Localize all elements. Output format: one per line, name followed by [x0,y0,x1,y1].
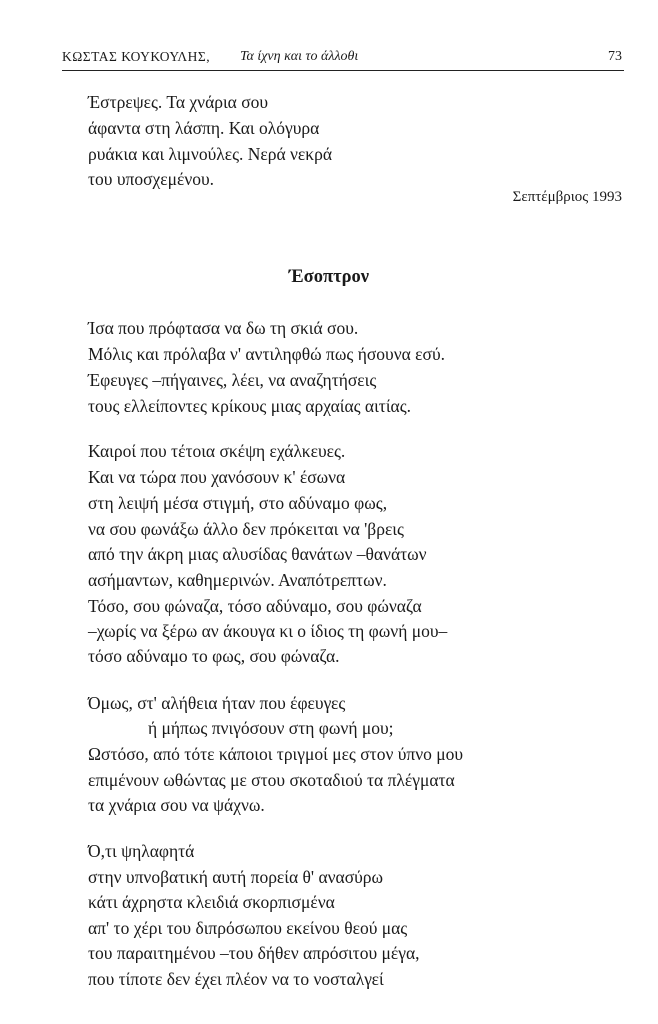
poem-line: Τόσο, σου φώναζα, τόσο αδύναμο, σου φώναζα [88,596,422,616]
poem-line: τους ελλείποντες κρίκους μιας αρχαίας αιτίας. [88,396,412,416]
poem-line: κάτι άχρηστα κλειδιά σκορπισμένα [88,892,335,912]
poem-line: Καιροί που τέτοια σκέψη εχάλκευες. [88,441,346,461]
poem-line: Και να τώρα που χανόσουν κ' έσωνα [88,467,346,487]
poem-line: του υποσχεμένου. [88,169,215,189]
poem-title: Έσοπτρον [288,267,370,287]
poem-line: που τίποτε δεν έχει πλέον να το νοσταλγεί [88,969,384,989]
poem-line: απ' το χέρι του διπρόσωπου εκείνου θεού μας [88,918,408,938]
poem-line: Όμως, στ' αλήθεια ήταν που έφευγες [88,693,346,713]
poem-line: του παραιτημένου –του δήθεν απρόσιτου μέγα, [88,943,420,963]
page-number: 73 [608,49,622,64]
poem-line: τα χνάρια σου να ψάχνω. [88,795,265,815]
poem-line-indented: ή μήπως πνιγόσουν στη φωνή μου; [148,718,394,738]
poem-line: –χωρίς να ξέρω αν άκουγα κι ο ίδιος τη φωνή μου– [88,621,448,641]
header-author: ΚΩΣΤΑΣ ΚΟΥΚΟΥΛΗΣ, [62,49,211,64]
poem-date: Σεπτέμβριος 1993 [512,189,622,205]
poem-line: στην υπνοβατική αυτή πορεία θ' ανασύρω [88,867,384,887]
poem-line: Έφευγες –πήγαινες, λέει, να αναζητήσεις [88,370,377,390]
running-header [62,49,622,71]
poem-line: άφαντα στη λάσπη. Και ολόγυρα [88,118,320,138]
poem-line: ασήμαντων, καθημερινών. Αναπότρεπτων. [88,570,387,590]
poem-line: ρυάκια και λιμνούλες. Νερά νεκρά [88,144,333,164]
poem-line: Ό,τι ψηλαφητά [88,841,195,861]
poem-line: Ωστόσο, από τότε κάποιοι τριγμοί μες στον ύπνο μου [88,744,464,764]
poem-line: να σου φωνάξω άλλο δεν πρόκειται να 'βρεις [88,519,404,539]
header-book-title: Τα ίχνη και το άλλοθι [240,49,359,64]
poem-line: Ίσα που πρόφτασα να δω τη σκιά σου. [88,318,359,338]
poem-line: τόσο αδύναμο το φως, σου φώναζα. [88,646,340,666]
poem-line: Μόλις και πρόλαβα ν' αντιληφθώ πως ήσουνα εσύ. [88,344,445,364]
header-rule [62,70,624,71]
poem-line: από την άκρη μιας αλυσίδας θανάτων –θανάτων [88,544,427,564]
poem-line: επιμένουν ωθώντας με στου σκοταδιού τα πλέγματα [88,770,455,790]
poem-line: στη λειψή μέσα στιγμή, στο αδύναμο φως, [88,493,388,513]
poem-line: Έστρεψες. Τα χνάρια σου [88,92,269,112]
